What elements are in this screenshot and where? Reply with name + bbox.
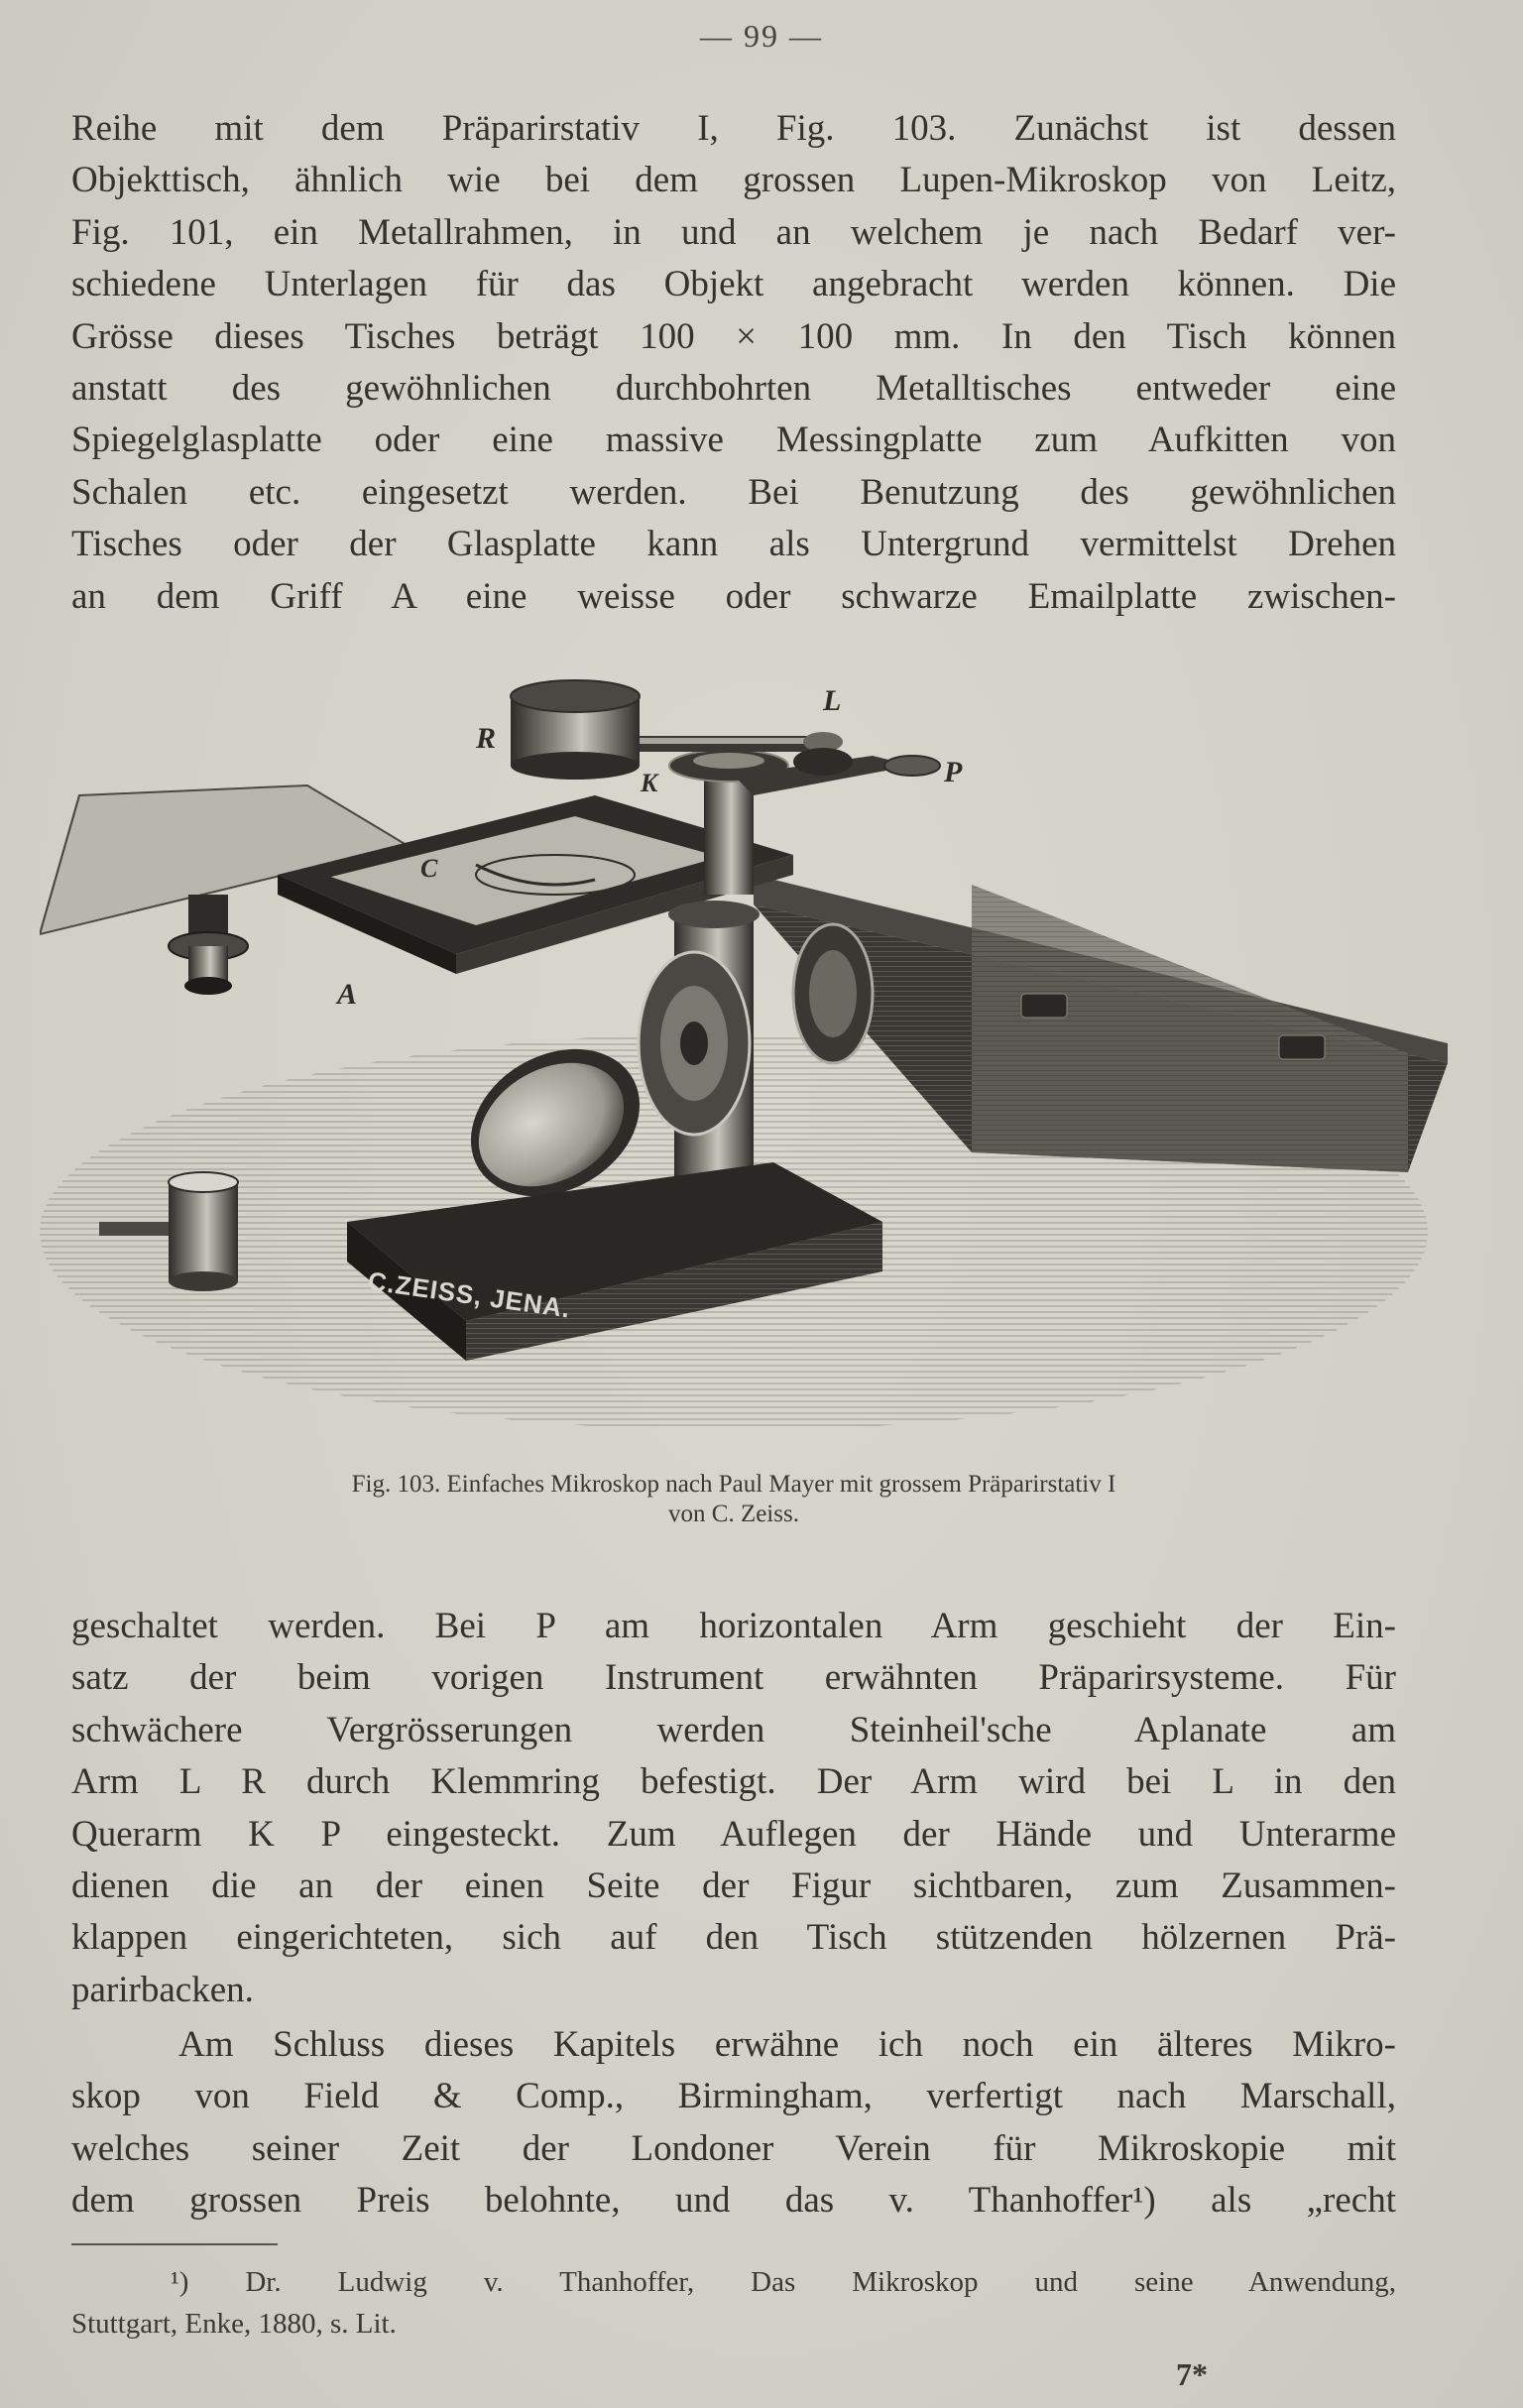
text-line: schwächere Vergrösserungen werden Steinheil'sche Aplanate am [71, 1709, 1396, 1750]
text-line: Arm L R durch Klemmring befestigt. Der Arm wird bei L in den [71, 1761, 1396, 1803]
text-line: dienen die an der einen Seite der Figur sichtbaren, zum Zusammen- [71, 1865, 1396, 1906]
footnote [71, 2261, 1396, 2345]
caption-line: Fig. 103. Einfaches Mikroskop nach Paul Mayer mit grossem Präparirstativ I [351, 1471, 1116, 1498]
footnote-text: Dr. Ludwig v. Thanhoffer, Das Mikroskop und seine Anwendung, [245, 2266, 1396, 2298]
text-line: Objekttisch, ähnlich wie bei dem grossen Lupen-Mikroskop von Leitz, [71, 160, 1396, 201]
page-number: — 99 — [700, 18, 823, 54]
text-line: Spiegelglasplatte oder eine massive Messingplatte zum Aufkitten von [71, 420, 1396, 461]
label-p: P [944, 756, 963, 788]
microscope-figure [40, 666, 1467, 1460]
text-line: welches seiner Zeit der Londoner Verein für Mikroskopie mit [71, 2127, 1396, 2169]
text-line: parirbacken. [71, 1969, 254, 2010]
footnote-line: Stuttgart, Enke, 1880, s. Lit. [71, 2308, 397, 2340]
text-line: anstatt des gewöhnlichen durchbohrten Metalltisches entweder eine [71, 367, 1396, 409]
text-line: geschaltet werden. Bei P am horizontalen Arm geschieht der Ein- [71, 1606, 1396, 1646]
footnote-line [71, 2261, 1396, 2303]
maker-mark: C.ZEISS, JENA. [366, 1265, 573, 1324]
text-line: Tisches oder der Glasplatte kann als Untergrund vermittelst Drehen [71, 524, 1396, 565]
paragraph-3 [71, 2019, 1396, 2227]
label-c: C [420, 854, 438, 883]
text-line: Fig. 101, ein Metallrahmen, in und an welchem je nach Bedarf ver- [71, 211, 1396, 253]
signature-mark: 7* [1176, 2356, 1208, 2392]
figure-caption [71, 1470, 1396, 1529]
text-line: Reihe mit dem Präparirstativ I, Fig. 103. Zunächst ist dessen [71, 108, 1396, 149]
label-a: A [337, 978, 358, 1011]
paragraph-1 [71, 103, 1396, 623]
text-line: skop von Field & Comp., Birmingham, verfertigt nach Marschall, [71, 2076, 1396, 2117]
label-r: R [476, 722, 497, 755]
paragraph-2 [71, 1601, 1396, 2016]
label-k: K [641, 769, 658, 797]
caption-line: von C. Zeiss. [668, 1501, 799, 1527]
label-l: L [823, 684, 842, 717]
text-line: Querarm K P eingesteckt. Zum Auflegen der Hände und Unterarme [71, 1813, 1396, 1855]
text-line: Grösse dieses Tisches beträgt 100 × 100 mm. In den Tisch können [71, 315, 1396, 357]
footnote-rule [71, 2243, 278, 2245]
text-line: schiedene Unterlagen für das Objekt angebracht werden können. Die [71, 264, 1396, 305]
text-line: Schalen etc. eingesetzt werden. Bei Benutzung des gewöhnlichen [71, 471, 1396, 513]
text-line: Am Schluss dieses Kapitels erwähne ich noch ein älteres Mikro- [178, 2024, 1396, 2065]
text-line: dem grossen Preis belohnte, und das v. Thanhoffer¹) als „recht [71, 2180, 1396, 2222]
text-line: satz der beim vorigen Instrument erwähnten Präparirsysteme. Für [71, 1657, 1396, 1699]
text-line: an dem Griff A eine weisse oder schwarze Emailplatte zwischen- [71, 575, 1396, 617]
footnote-marker: ¹) [171, 2266, 189, 2298]
text-line: klappen eingerichteten, sich auf den Tisch stützenden hölzernen Prä- [71, 1917, 1396, 1959]
microscope-engraving [40, 666, 1467, 1460]
grip-a [169, 895, 248, 995]
